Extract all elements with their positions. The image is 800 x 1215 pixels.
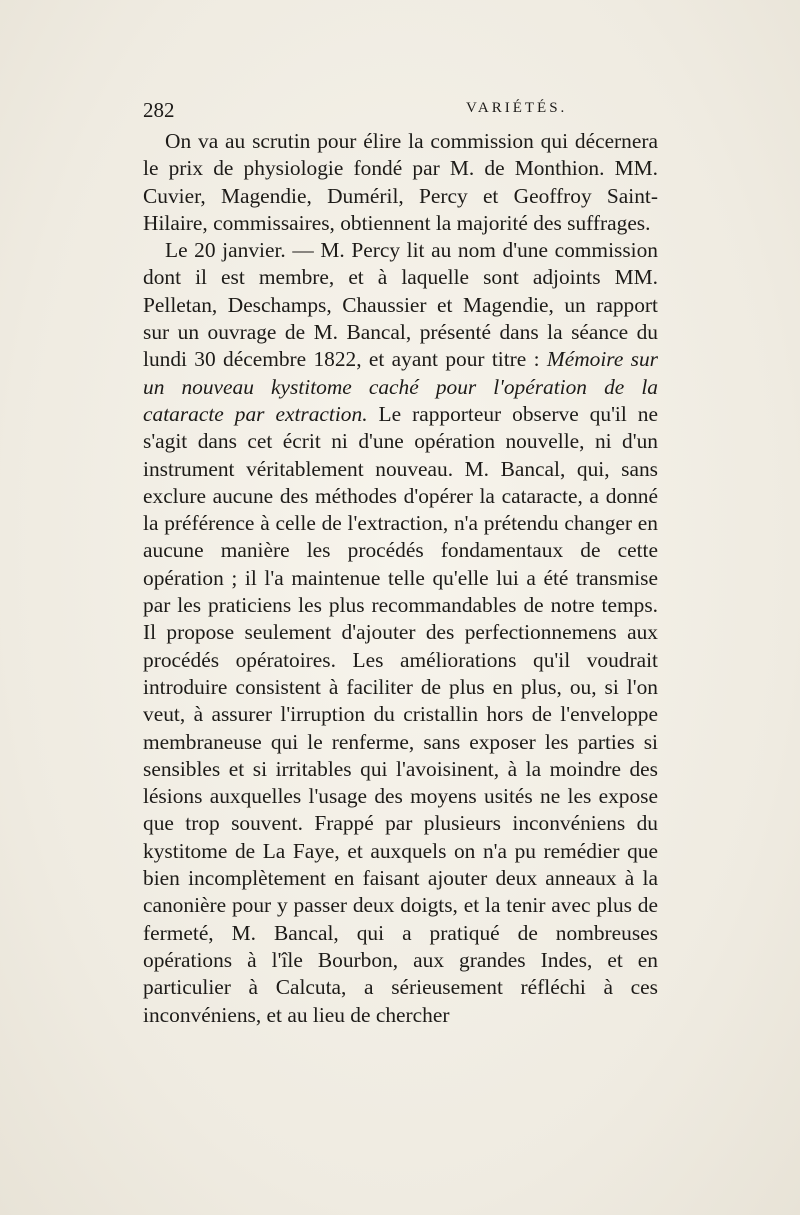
paragraph-percy-report <box>143 237 658 1029</box>
body-text <box>143 128 658 1029</box>
memoir-title: Mémoire sur un nouveau kystitome caché pour l'opération de la cataracte par extraction. <box>143 347 658 426</box>
page-header <box>143 98 655 128</box>
paragraph-commission-vote: On va au scrutin pour élire la commission qui décernera le prix de physiologie fondé par M. de Monthion. MM. Cuvier, Magendie, Duméril, Percy et Geoffroy Saint-Hilaire, commissaires, obtiennent la majorité des suffrages. <box>143 129 658 235</box>
running-head: VARIÉTÉS. <box>466 100 568 116</box>
report-intro-text: Le 20 janvier. — M. Percy lit au nom d'une commission dont il est membre, et à laquelle sont adjoints MM. Pelletan, Deschamps, Chaussier et Magendie, un rapport sur un ouvrage de M. Bancal, présenté dans la séance du lundi 30 décembre 1822, et ayant pour titre : <box>143 238 658 372</box>
page-number: 282 <box>143 98 175 122</box>
report-body-text: Le rapporteur observe qu'il ne s'agit dans cet écrit ni d'une opération nouvelle, ni d'un instrument véritablement nouveau. M. Bancal, qui, sans exclure aucune des méthodes d'opérer la cataracte, a donné la préférence à celle de l'extraction, n'a prétendu changer en aucune manière les procédés fondamentaux de cette opération ; il l'a maintenue telle qu'elle lui a été transmise par les praticiens les plus recommandables de notre temps. Il propose seulement d'ajouter des perfectionnemens aux procédés opératoires. Les améliorations qu'il voudrait introduire consistent à faciliter de plus en plus, ou, si l'on veut, à assurer l'irruption du cristallin hors de l'enveloppe membraneuse qui le renferme, sans exposer les parties si sensibles et si irritables qui l'avoisinent, à la moindre des lésions auxquelles l'usage des moyens usités ne les expose que trop souvent. Frappé par plusieurs inconvéniens du kystitome de La Faye, et auxquels on n'a pu remédier que bien incomplètement en faisant ajouter deux anneaux à la canonière pour y passer deux doigts, et la tenir avec plus de fermeté, M. Bancal, qui a pratiqué de nombreuses opérations à l'île Bourbon, aux grandes Indes, et en particulier à Calcuta, a sérieusement réfléchi à ces inconvéniens, et au lieu de chercher <box>143 401 658 1027</box>
